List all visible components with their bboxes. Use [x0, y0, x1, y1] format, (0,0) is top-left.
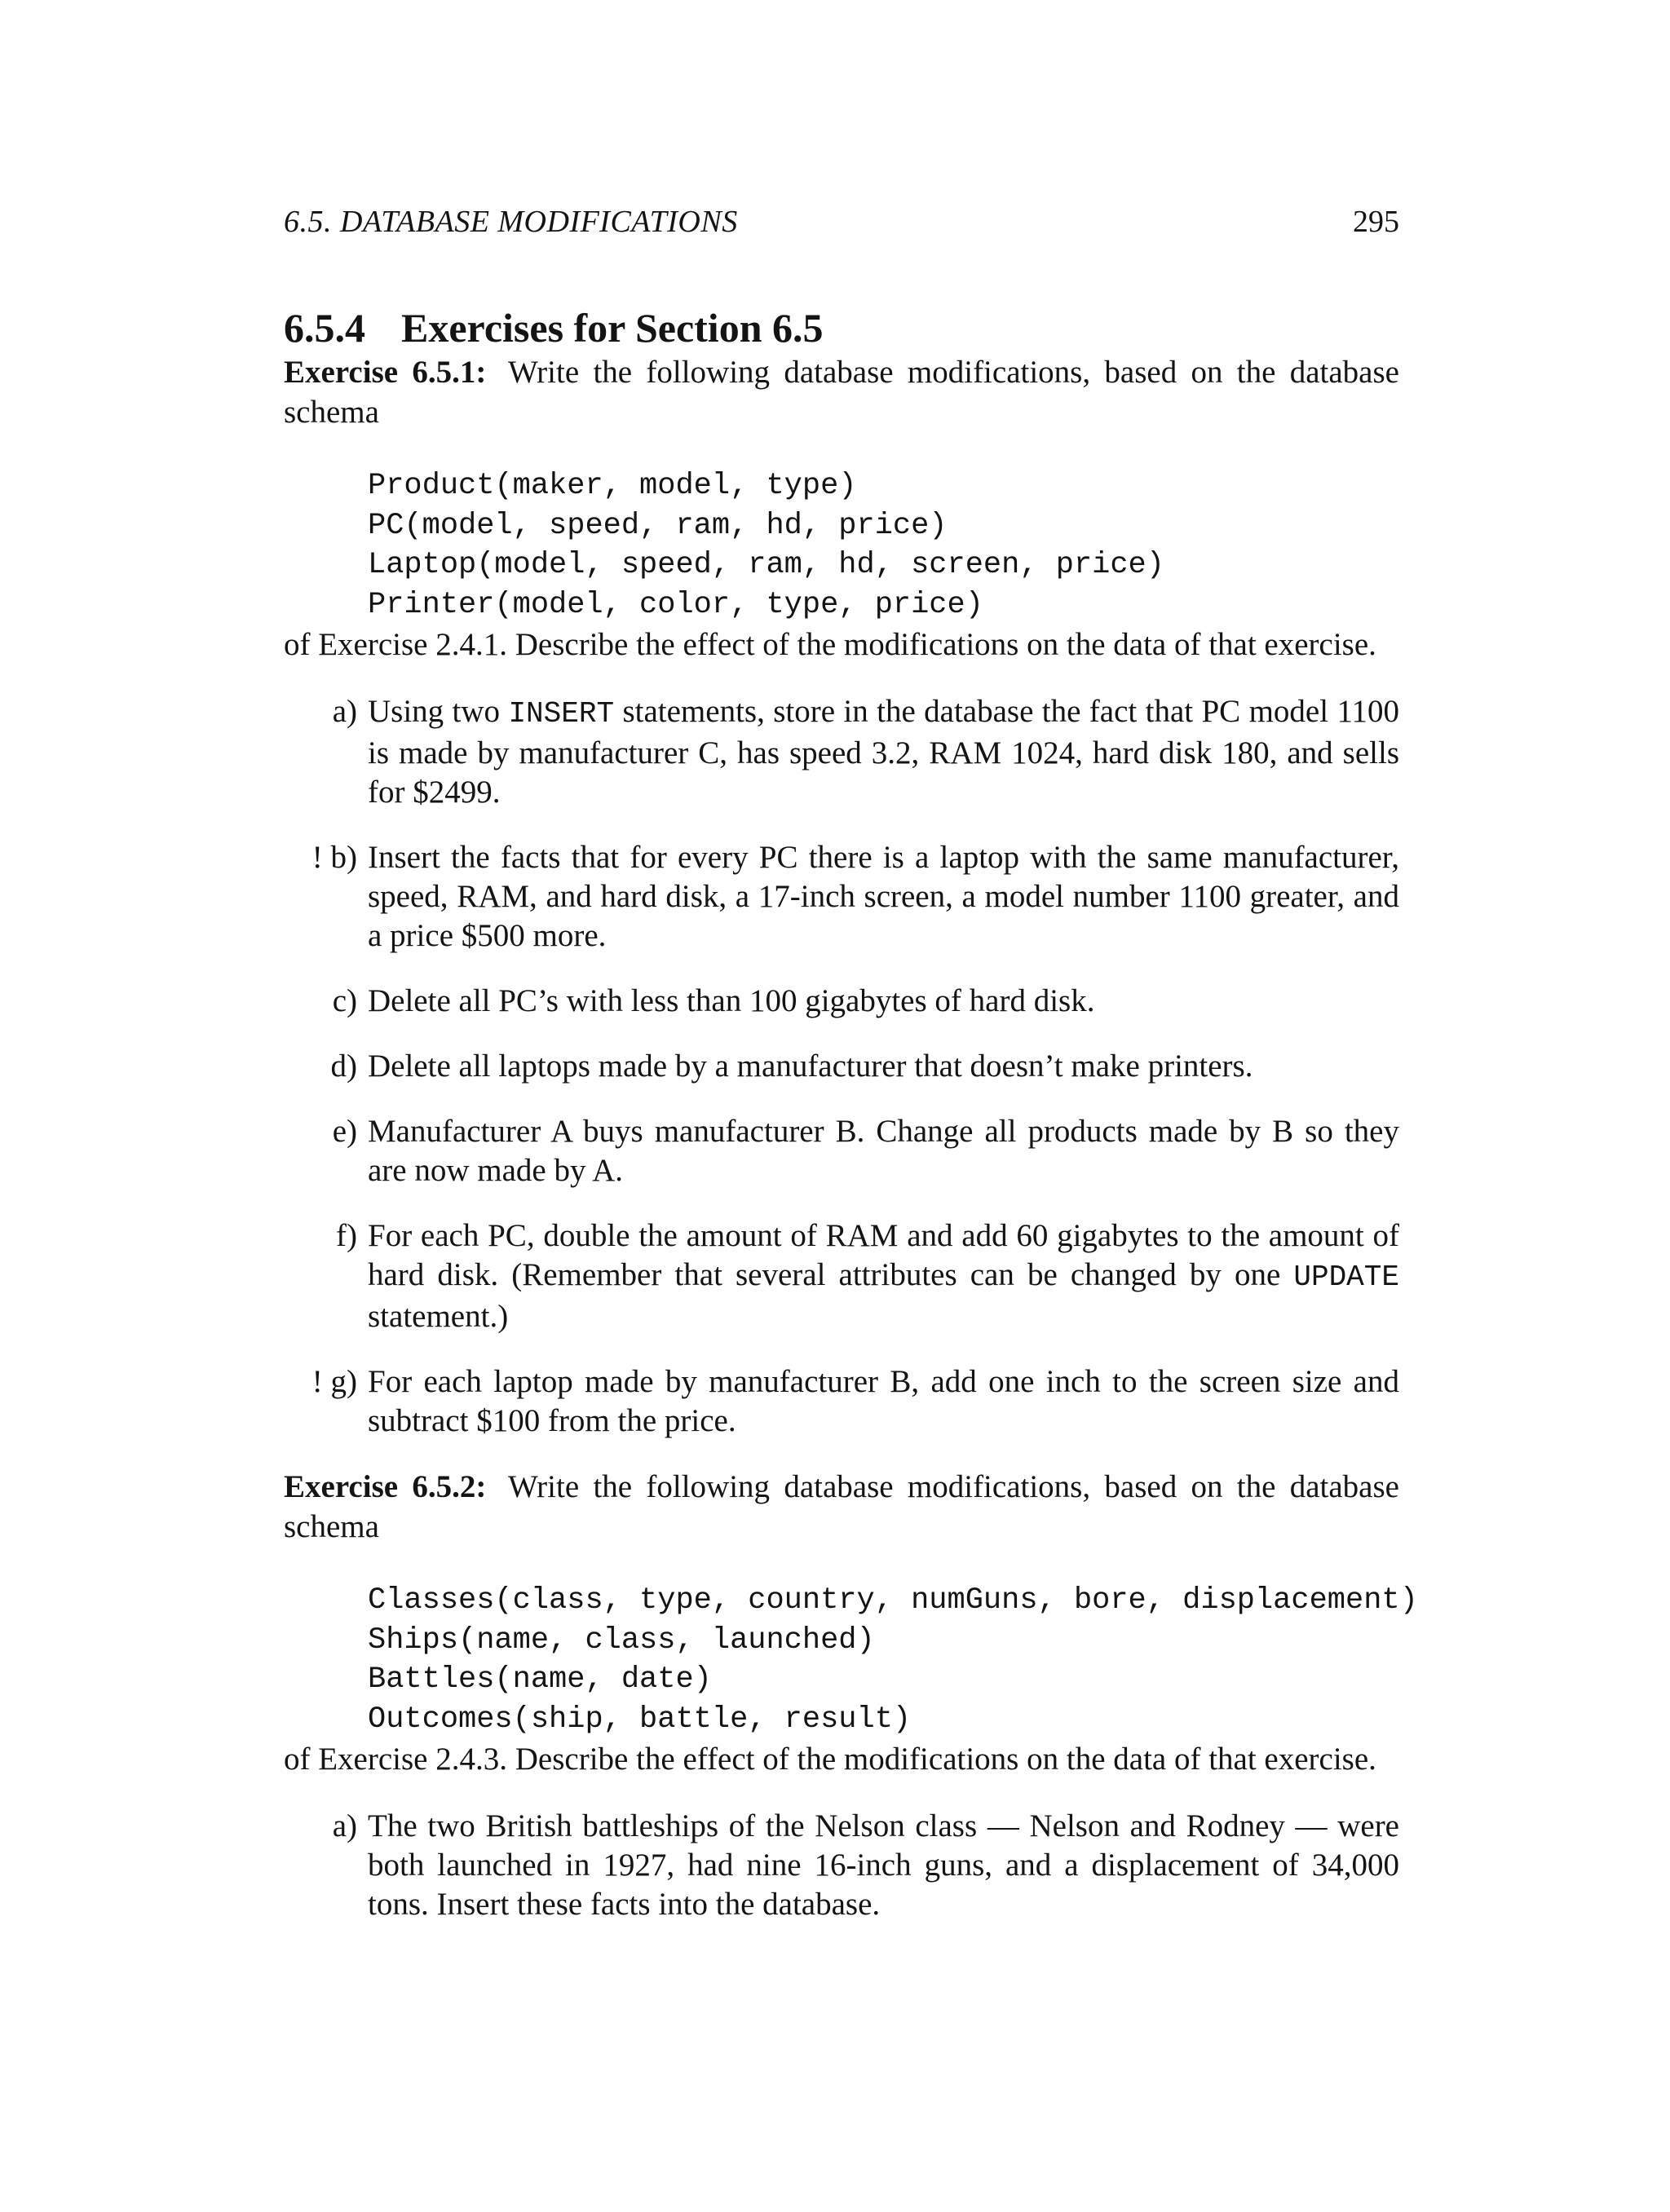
- item-text: For each PC, double the amount of RAM and add 60 gigabytes to the amount of hard disk. (Remember that several attributes can be changed by one: [368, 1218, 1399, 1292]
- exercise-6-5-1-intro: [284, 352, 1399, 432]
- item-text: The two British battleships of the Nelson class — Nelson and Rodney — were both launched in 1927, had nine 16-inch guns, and a displacement of 34,000 tons. Insert these facts into the database.: [368, 1808, 1399, 1922]
- item-marker: f): [336, 1218, 357, 1253]
- item-text: Delete all PC’s with less than 100 gigabytes of hard disk.: [368, 983, 1095, 1018]
- exercise-item: [284, 982, 1399, 1021]
- item-text: Delete all laptops made by a manufacturer that doesn’t make printers.: [368, 1049, 1253, 1084]
- exercise-6-5-2-intro: [284, 1467, 1399, 1547]
- item-marker: d): [330, 1049, 357, 1084]
- item-text: Insert the facts that for every PC there is a laptop with the same manufacturer, speed, RAM, and hard disk, a 17-inch screen, a model number 1100 greater, and a price $500 more.: [368, 840, 1399, 953]
- exercise-item: [284, 1807, 1399, 1924]
- exercise-item: [284, 1362, 1399, 1441]
- schema-line: Printer(model, color, type, price): [368, 587, 983, 622]
- exercise-label: Exercise 6.5.1:: [284, 355, 487, 390]
- section-heading: [284, 303, 1399, 352]
- exercise-item: [284, 1047, 1399, 1086]
- schema-line: PC(model, speed, ram, hd, price): [368, 508, 948, 543]
- item-marker: ! b): [311, 840, 357, 875]
- schema-block: [368, 466, 1399, 625]
- exercise-item-list: [284, 1807, 1399, 1924]
- sql-keyword: UPDATE: [1293, 1261, 1399, 1294]
- exercise-item: [284, 1216, 1399, 1336]
- schema-line: Laptop(model, speed, ram, hd, screen, price): [368, 548, 1164, 582]
- item-text: Using two: [368, 694, 509, 729]
- item-marker: a): [332, 1808, 357, 1843]
- schema-line: Ships(name, class, launched): [368, 1623, 875, 1658]
- schema-line: Battles(name, date): [368, 1662, 712, 1697]
- section-title: Exercises for Section 6.5: [401, 305, 824, 351]
- exercise-intro-text: Write the following database modifications, based on the database schema: [284, 355, 1399, 430]
- page-number: 295: [1353, 205, 1399, 239]
- schema-line: Outcomes(ship, battle, result): [368, 1702, 912, 1737]
- exercise-followup-text: of Exercise 2.4.1. Describe the effect of the modifications on the data of that exercise.: [284, 627, 1376, 662]
- item-marker: ! g): [311, 1364, 357, 1399]
- exercise-item: [284, 1112, 1399, 1190]
- item-text: statements, store in the database the fact that PC model 1100 is made by manufacturer C, has speed 3.2, RAM 1024, hard disk 180, and sells for $2499.: [368, 694, 1399, 810]
- sql-keyword: INSERT: [508, 697, 615, 731]
- exercise-item: [284, 692, 1399, 812]
- exercise-label: Exercise 6.5.2:: [284, 1469, 487, 1504]
- schema-line: Classes(class, type, country, numGuns, bore, displacement): [368, 1583, 1418, 1618]
- item-marker: e): [332, 1114, 357, 1149]
- running-title: 6.5. DATABASE MODIFICATIONS: [284, 205, 738, 239]
- exercise-followup-text: of Exercise 2.4.3. Describe the effect of the modifications on the data of that exercise.: [284, 1742, 1376, 1777]
- exercise-intro-text: Write the following database modifications, based on the database schema: [284, 1469, 1399, 1544]
- exercise-item-list: [284, 692, 1399, 1441]
- textbook-page: [284, 204, 1418, 1950]
- item-marker: a): [332, 694, 357, 729]
- exercise-item: [284, 838, 1399, 956]
- section-number: 6.5.4: [284, 305, 365, 351]
- item-text: Manufacturer A buys manufacturer B. Change all products made by B so they are now made by A.: [368, 1114, 1399, 1188]
- item-marker: c): [332, 983, 357, 1018]
- schema-line: Product(maker, model, type): [368, 469, 857, 503]
- schema-block: [368, 1581, 1418, 1739]
- running-header: [284, 204, 1399, 253]
- item-text: statement.): [368, 1299, 509, 1334]
- item-text: For each laptop made by manufacturer B, add one inch to the screen size and subtract $100 from the price.: [368, 1364, 1399, 1438]
